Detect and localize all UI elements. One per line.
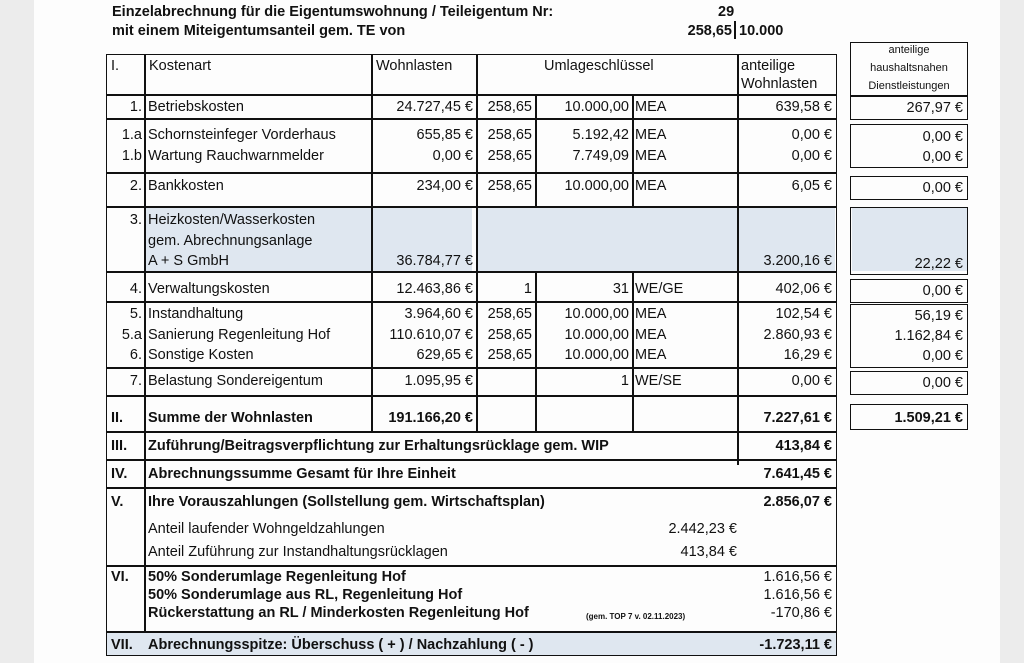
special-levy-value: 1.616,56 € bbox=[763, 569, 832, 585]
row-name: Schornsteinfeger Vorderhaus bbox=[148, 127, 336, 143]
prepayment-sub-label: Anteil Zuführung zur Instandhaltungsrücklagen bbox=[148, 544, 448, 560]
row-key-total: 10.000,00 bbox=[564, 99, 629, 115]
result-value: -1.723,11 € bbox=[759, 637, 832, 653]
prepayment-value: 2.856,07 € bbox=[763, 494, 832, 510]
side-value: 0,00 € bbox=[922, 375, 963, 391]
row-wohnlasten: 3.964,60 € bbox=[404, 306, 473, 322]
row-key-total: 10.000,00 bbox=[564, 327, 629, 343]
row-anteil: 0,00 € bbox=[791, 127, 832, 143]
row-key-total: 7.749,09 bbox=[572, 148, 629, 164]
row-key-type: WE/SE bbox=[635, 373, 682, 389]
sum-wohnlasten: 191.166,20 € bbox=[388, 410, 473, 426]
row-anteil: 2.860,93 € bbox=[763, 327, 832, 343]
side-header-line1: anteilige bbox=[888, 44, 930, 56]
row-name: Heizkosten/Wasserkosten bbox=[148, 212, 316, 228]
row-anteil: 3.200,16 € bbox=[763, 253, 832, 269]
row-key-type: MEA bbox=[635, 306, 667, 322]
row-num: 6. bbox=[129, 347, 142, 363]
row-wohnlasten: 24.727,45 € bbox=[396, 99, 473, 115]
col-header-wohnlasten: Wohnlasten bbox=[376, 58, 453, 74]
row-name: Betriebskosten bbox=[148, 99, 244, 115]
row-num: 1.a bbox=[121, 127, 142, 143]
share-divider bbox=[734, 21, 736, 39]
row-anteil: 402,06 € bbox=[775, 281, 832, 297]
row-name-line2: gem. Abrechnungsanlage bbox=[148, 233, 313, 249]
col-divider bbox=[144, 54, 146, 431]
row-divider bbox=[106, 206, 837, 208]
row-divider bbox=[106, 431, 837, 433]
row-key-type: MEA bbox=[635, 178, 667, 194]
row-wohnlasten: 36.784,77 € bbox=[396, 253, 473, 269]
row-name: Sonstige Kosten bbox=[148, 347, 254, 363]
row-wohnlasten: 629,65 € bbox=[416, 347, 473, 363]
row-wohnlasten: 234,00 € bbox=[416, 178, 473, 194]
prepayment-sub-value: 413,84 € bbox=[680, 544, 737, 560]
row-key-share: 258,65 bbox=[487, 178, 532, 194]
unit-number: 29 bbox=[718, 4, 735, 20]
section-num: VII. bbox=[111, 637, 133, 653]
row-num: 2. bbox=[129, 178, 142, 194]
side-value: 0,00 € bbox=[922, 129, 963, 145]
section-num: III. bbox=[111, 438, 128, 454]
col-header-kostenart: Kostenart bbox=[149, 58, 212, 74]
row-key-total: 10.000,00 bbox=[564, 347, 629, 363]
refund-value: -170,86 € bbox=[770, 605, 832, 621]
row-divider bbox=[106, 271, 837, 273]
row-key-total: 5.192,42 bbox=[572, 127, 629, 143]
row-divider bbox=[106, 367, 837, 369]
row-key-total: 10.000,00 bbox=[564, 178, 629, 194]
row-key-share: 258,65 bbox=[487, 148, 532, 164]
row-divider bbox=[106, 487, 837, 489]
special-levy-label: 50% Sonderumlage Regenleitung Hof bbox=[148, 569, 406, 585]
row-key-type: MEA bbox=[635, 127, 667, 143]
row-name: Belastung Sondereigentum bbox=[148, 373, 323, 389]
row-divider bbox=[106, 172, 837, 174]
row-key-type: MEA bbox=[635, 327, 667, 343]
row-key-type: MEA bbox=[635, 347, 667, 363]
row-name: Sanierung Regenleitung Hof bbox=[148, 327, 331, 343]
row-num: 7. bbox=[129, 373, 142, 389]
total-value: 7.641,45 € bbox=[763, 466, 832, 482]
col-divider bbox=[144, 432, 146, 632]
col-header-anteilige: anteilige bbox=[741, 58, 796, 74]
row-key-type: WE/GE bbox=[635, 281, 684, 297]
side-value: 267,97 € bbox=[906, 100, 963, 116]
side-header-line2: haushaltsnahen bbox=[870, 62, 948, 74]
row-key-share: 258,65 bbox=[487, 99, 532, 115]
col-header-num: I. bbox=[111, 58, 120, 74]
result-label: Abrechnungsspitze: Überschuss ( + ) / Nachzahlung ( - ) bbox=[148, 637, 534, 653]
row-anteil: 0,00 € bbox=[791, 148, 832, 164]
row-key-total: 31 bbox=[612, 281, 629, 297]
row-name: Bankkosten bbox=[148, 178, 224, 194]
sum-label: Summe der Wohnlasten bbox=[148, 410, 313, 426]
col-header-wohnlasten-2: Wohnlasten bbox=[741, 76, 818, 92]
special-levy-label: 50% Sonderumlage aus RL, Regenleitung Hof bbox=[148, 587, 463, 603]
refund-note: (gem. TOP 7 v. 02.11.2023) bbox=[586, 612, 686, 621]
col-header-umlageschluessel: Umlageschlüssel bbox=[544, 58, 654, 74]
row-key-share: 258,65 bbox=[487, 327, 532, 343]
prepayment-label: Ihre Vorauszahlungen (Sollstellung gem. Wirtschaftsplan) bbox=[148, 494, 545, 510]
special-levy-value: 1.616,56 € bbox=[763, 587, 832, 603]
row-anteil: 102,54 € bbox=[775, 306, 832, 322]
side-value: 56,19 € bbox=[914, 308, 963, 324]
row-wohnlasten: 1.095,95 € bbox=[404, 373, 473, 389]
row-divider bbox=[106, 118, 837, 120]
row-key-total: 1 bbox=[620, 373, 629, 389]
row-anteil: 16,29 € bbox=[783, 347, 832, 363]
sum-anteil: 7.227,61 € bbox=[763, 410, 832, 426]
row-num: 5.a bbox=[121, 327, 142, 343]
row-num: 4. bbox=[129, 281, 142, 297]
section-num: II. bbox=[111, 410, 124, 426]
side-value: 0,00 € bbox=[922, 348, 963, 364]
col-divider bbox=[632, 94, 634, 206]
row-anteil: 639,58 € bbox=[775, 99, 832, 115]
header-share-label: mit einem Miteigentumsanteil gem. TE von bbox=[112, 23, 406, 39]
side-value: 22,22 € bbox=[914, 256, 963, 272]
share-value: 258,65 bbox=[687, 23, 732, 39]
reserve-value: 413,84 € bbox=[775, 438, 832, 454]
row-num: 1.b bbox=[121, 148, 142, 164]
row-key-type: MEA bbox=[635, 148, 667, 164]
row-wohnlasten: 110.610,07 € bbox=[389, 327, 473, 343]
row-wohnlasten: 0,00 € bbox=[432, 148, 473, 164]
row-key-type: MEA bbox=[635, 99, 667, 115]
row-name: Instandhaltung bbox=[148, 306, 244, 322]
section-num: IV. bbox=[111, 466, 128, 482]
row-name: Verwaltungskosten bbox=[148, 281, 270, 297]
side-sum-value: 1.509,21 € bbox=[894, 410, 963, 426]
prepayment-sub-label: Anteil laufender Wohngeldzahlungen bbox=[148, 521, 385, 537]
total-share: 10.000 bbox=[739, 23, 784, 39]
row-key-share: 258,65 bbox=[487, 127, 532, 143]
side-value: 0,00 € bbox=[922, 283, 963, 299]
row-anteil: 0,00 € bbox=[791, 373, 832, 389]
section-num: VI. bbox=[111, 569, 129, 585]
row-divider bbox=[106, 565, 837, 567]
row-num: 3. bbox=[129, 212, 142, 228]
section-num: V. bbox=[111, 494, 124, 510]
refund-label: Rückerstattung an RL / Minderkosten Regenleitung Hof bbox=[148, 605, 529, 621]
reserve-label: Zuführung/Beitragsverpflichtung zur Erhaltungsrücklage gem. WIP bbox=[148, 438, 609, 454]
header-title: Einzelabrechnung für die Eigentumswohnung / Teileigentum Nr: bbox=[112, 4, 554, 20]
side-value: 0,00 € bbox=[922, 180, 963, 196]
side-header-line3: Dienstleistungen bbox=[868, 80, 950, 92]
row-key-share: 258,65 bbox=[487, 347, 532, 363]
row-anteil: 6,05 € bbox=[791, 178, 832, 194]
col-divider bbox=[632, 272, 634, 431]
row-name: Wartung Rauchwarnmelder bbox=[148, 148, 324, 164]
row-divider bbox=[106, 301, 837, 303]
row-divider bbox=[106, 631, 837, 633]
side-value: 1.162,84 € bbox=[894, 328, 963, 344]
side-value: 0,00 € bbox=[922, 149, 963, 165]
row-name-line3: A + S GmbH bbox=[148, 253, 229, 269]
row-key-share: 1 bbox=[523, 281, 532, 297]
row-divider bbox=[106, 395, 837, 397]
row-key-share: 258,65 bbox=[487, 306, 532, 322]
total-label: Abrechnungssumme Gesamt für Ihre Einheit bbox=[148, 466, 456, 482]
row-num: 5. bbox=[129, 306, 142, 322]
row-wohnlasten: 12.463,86 € bbox=[396, 281, 473, 297]
row-num: 1. bbox=[129, 99, 142, 115]
row-wohnlasten: 655,85 € bbox=[416, 127, 473, 143]
row-divider bbox=[106, 459, 837, 461]
row-key-total: 10.000,00 bbox=[564, 306, 629, 322]
row-divider bbox=[106, 94, 837, 96]
prepayment-sub-value: 2.442,23 € bbox=[668, 521, 737, 537]
